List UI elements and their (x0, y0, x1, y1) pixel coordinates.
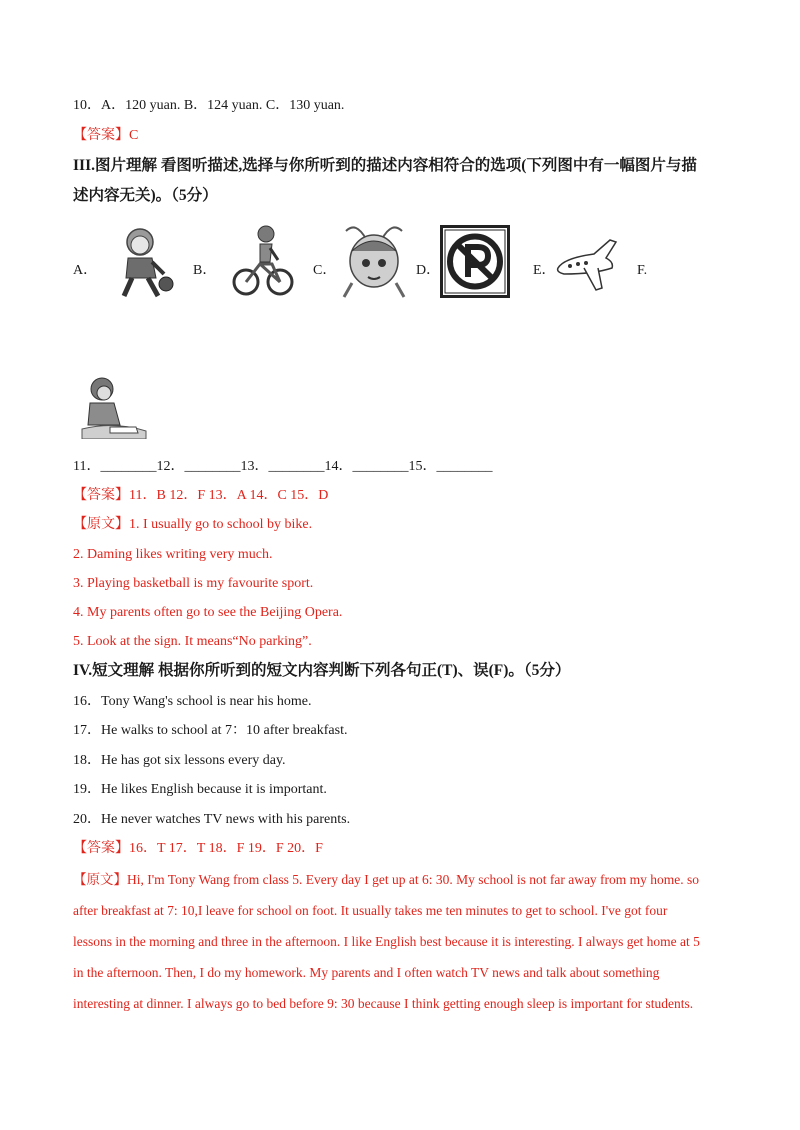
no-parking-sign-icon (440, 225, 510, 298)
section-3-script-2: 2. Daming likes writing very much. (73, 547, 273, 562)
section-3-script-3: 3. Playing basketball is my favourite sport. (73, 576, 314, 591)
section-3-title-line1: III.图片理解 看图听描述,选择与你所听到的描述内容相符合的选项(下列图中有一幅图片与描 (73, 157, 697, 174)
section-3-script-1: 【原文】1. I usually go to school by bike. (73, 517, 313, 532)
option-label-c: C． (313, 263, 337, 278)
question-10: 10．A．120 yuan. B．124 yuan. C．130 yuan. (73, 98, 345, 113)
question-20: 20．He never watches TV news with his parents. (73, 812, 351, 827)
section-4-script-line-3: lessons in the morning and three in the afternoon. I like English best because it is interesting. I always get home at 5 (73, 934, 700, 949)
option-label-a: A． (73, 263, 98, 278)
question-16: 16．Tony Wang's school is near his home. (73, 694, 312, 709)
basketball-boy-icon (110, 226, 175, 304)
section-3-answer: 【答案】11．B 12．F 13．A 14．C 15．D (73, 488, 329, 503)
section-4-script (73, 864, 733, 1019)
writing-boy-icon (80, 375, 148, 439)
question-18: 18．He has got six lessons every day. (73, 753, 286, 768)
airplane-icon (554, 228, 620, 296)
option-label-e: E． (533, 263, 556, 278)
section-4-answer: 【答案】16．T 17．T 18．F 19．F 20．F (73, 841, 323, 856)
question-19: 19．He likes English because it is important. (73, 782, 327, 797)
answer-10: 【答案】C (73, 128, 139, 143)
bike-boy-icon (232, 224, 294, 298)
option-label-d: D． (416, 263, 441, 278)
section-3-title-line2: 述内容无关)。（5分） (73, 187, 218, 204)
option-label-b: B． (193, 263, 217, 278)
section-4-script-line-2: after breakfast at 7: 10,I leave for school on foot. It usually takes me ten minutes to get to school. I've got four (73, 903, 668, 918)
section-3-blanks: 11．________12．________13．________14．________15．________ (73, 459, 493, 474)
section-3-script-4: 4. My parents often go to see the Beijing Opera. (73, 605, 343, 620)
section-4-script-line-4: in the afternoon. Then, I do my homework. My parents and I often watch TV news and talk about something (73, 965, 660, 980)
section-3-script-5: 5. Look at the sign. It means“No parking”. (73, 634, 312, 649)
section-4-script-line-1: 【原文】Hi, I'm Tony Wang from class 5. Every day I get up at 6: 30. My school is not far away from my home. so (73, 872, 700, 887)
section-4-script-line-5: interesting at dinner. I always go to bed before 9: 30 because I think getting enough sleep is important for students. (73, 996, 694, 1011)
option-label-f: F. (637, 263, 648, 278)
section-4-title: IV.短文理解 根据你所听到的短文内容判断下列各句正(T)、误(F)。（5分） (73, 662, 571, 679)
opera-mask-icon (336, 221, 412, 301)
question-17: 17．He walks to school at 7：10 after breakfast. (73, 723, 348, 738)
